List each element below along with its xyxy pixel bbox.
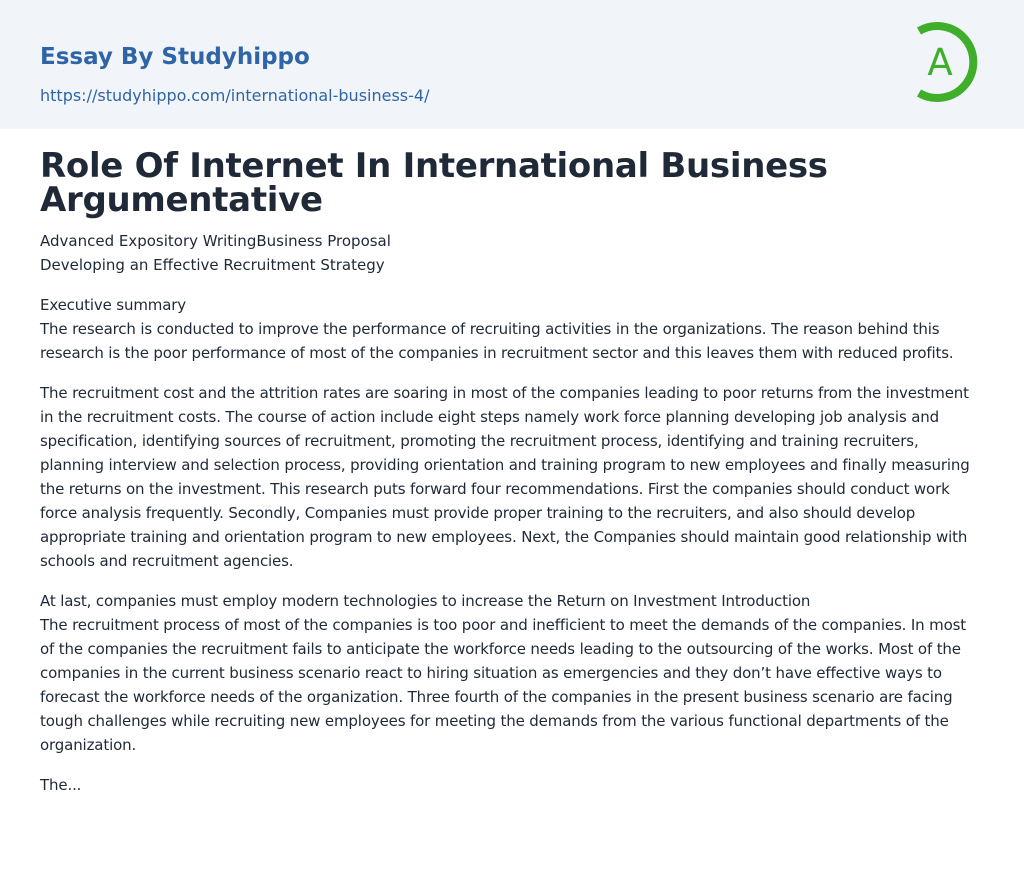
essay-category: Advanced Expository WritingBusiness Proposal [40, 232, 391, 250]
essay-paragraph: Executive summary The research is conducted to improve the performance of recruiting activities in the organizations. The reason behind this research is the poor performance of most of the companies in recruitment sector and this leaves them with reduced profits. [40, 296, 954, 362]
essay-url-link[interactable]: https://studyhippo.com/international-business-4/ [40, 86, 430, 105]
site-title: Essay By Studyhippo [40, 44, 310, 70]
essay-subtitle: Developing an Effective Recruitment Strategy [40, 256, 385, 274]
essay-content [0, 146, 1024, 797]
essay-paragraph: The recruitment cost and the attrition rates are soaring in most of the companies leading to poor returns from the investment in the recruitment costs. The course of action include eight steps namely work force planning developing job analysis and specification, identifying sources of recruitment, promoting the recruitment process, identifying and training recruiters, planning interview and selection process, providing orientation and training program to new employees and finally measuring the returns on the investment. This research puts forward four recommendations. First the companies should conduct work force analysis frequently. Secondly, Companies must provide proper training to the recruiters, and also should develop appropriate training and orientation program to new employees. Next, the Companies should maintain good relationship with schools and recruitment agencies. [40, 384, 970, 570]
essay-paragraph: The... [40, 776, 82, 794]
studyhippo-logo-icon[interactable] [911, 18, 987, 106]
essay-meta [40, 229, 984, 277]
site-header [0, 0, 1024, 129]
logo-letter: A [927, 41, 953, 84]
essay-body [40, 293, 984, 797]
essay-title: Role Of Internet In International Business Argumentative [40, 146, 828, 220]
essay-paragraph: At last, companies must employ modern technologies to increase the Return on Investment Introduction The recruitment process of most of the companies is too poor and inefficient to meet the demands of the companies. In most of the companies the recruitment fails to anticipate the workforce needs leading to the outsourcing of the works. Most of the companies in the current business scenario react to hiring situation as emergencies and they don’t have effective ways to forecast the workforce needs of the organization. Three fourth of the companies in the present business scenario are facing tough challenges while recruiting new employees for meeting the demands from the various functional departments of the organization. [40, 592, 967, 754]
